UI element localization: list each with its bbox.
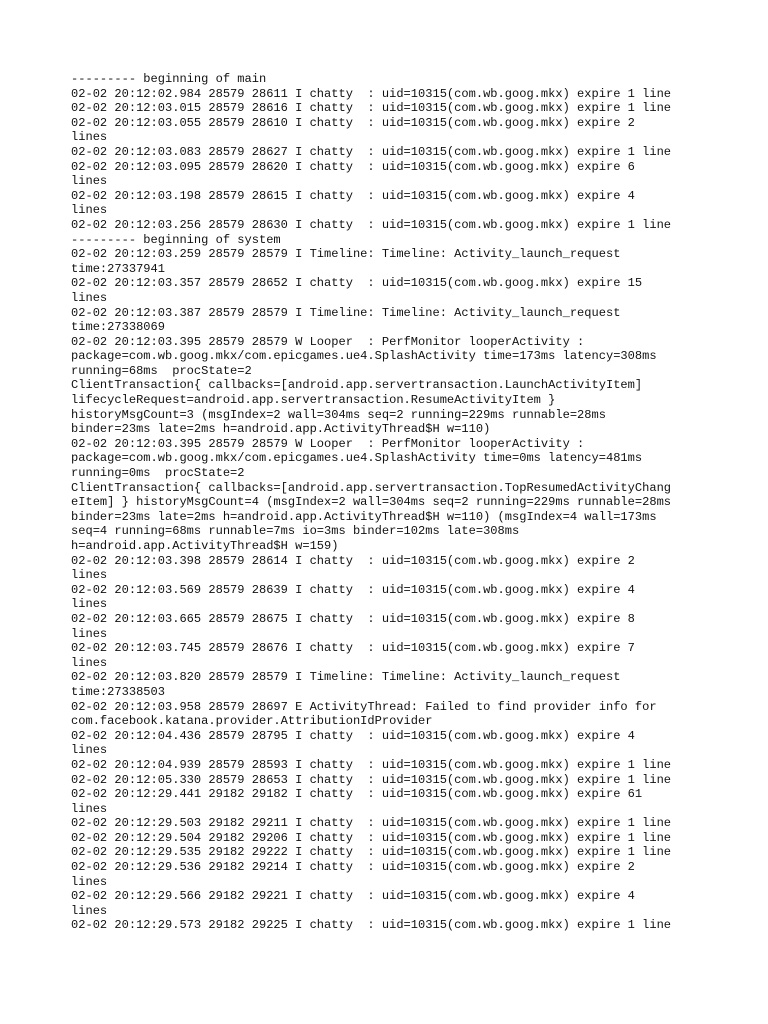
log-line: 02-02 20:12:03.820 28579 28579 I Timeline: Timeline: Activity_launch_request (71, 670, 621, 685)
log-line: running=68ms procState=2 (71, 363, 252, 378)
log-line: 02-02 20:12:03.395 28579 28579 W Looper : PerfMonitor looperActivity : (71, 436, 585, 451)
log-line: 02-02 20:12:03.015 28579 28616 I chatty : uid=10315(com.wb.goog.mkx) expire 1 line (71, 101, 672, 116)
log-line: 02-02 20:12:29.504 29182 29206 I chatty : uid=10315(com.wb.goog.mkx) expire 1 line (71, 830, 672, 845)
log-line: 02-02 20:12:29.503 29182 29211 I chatty : uid=10315(com.wb.goog.mkx) expire 1 line (71, 816, 672, 831)
log-line: 02-02 20:12:05.330 28579 28653 I chatty : uid=10315(com.wb.goog.mkx) expire 1 line (71, 772, 672, 787)
log-line: 02-02 20:12:02.984 28579 28611 I chatty : uid=10315(com.wb.goog.mkx) expire 1 line (71, 86, 672, 101)
log-line: 02-02 20:12:03.387 28579 28579 I Timeline: Timeline: Activity_launch_request (71, 305, 621, 320)
log-line: time:27338069 (71, 320, 165, 335)
log-line: 02-02 20:12:03.398 28579 28614 I chatty : uid=10315(com.wb.goog.mkx) expire 2 (71, 553, 635, 568)
log-line: running=0ms procState=2 (71, 466, 245, 481)
log-line: 02-02 20:12:03.198 28579 28615 I chatty : uid=10315(com.wb.goog.mkx) expire 4 (71, 188, 635, 203)
log-line: historyMsgCount=3 (msgIndex=2 wall=304ms seq=2 running=229ms runnable=28ms (71, 407, 606, 422)
log-line: 02-02 20:12:03.256 28579 28630 I chatty : uid=10315(com.wb.goog.mkx) expire 1 line (71, 217, 672, 232)
log-line: lines (71, 597, 108, 612)
log-line: 02-02 20:12:03.259 28579 28579 I Timeline: Timeline: Activity_launch_request (71, 247, 621, 262)
log-line: 02-02 20:12:03.665 28579 28675 I chatty : uid=10315(com.wb.goog.mkx) expire 8 (71, 611, 635, 626)
log-line: 02-02 20:12:03.083 28579 28627 I chatty : uid=10315(com.wb.goog.mkx) expire 1 line (71, 144, 672, 159)
log-line: package=com.wb.goog.mkx/com.epicgames.ue4.SplashActivity time=173ms latency=308ms (71, 349, 657, 364)
log-line: 02-02 20:12:29.566 29182 29221 I chatty : uid=10315(com.wb.goog.mkx) expire 4 (71, 889, 635, 904)
log-line: eItem] } historyMsgCount=4 (msgIndex=2 wall=304ms seq=2 running=229ms runnable=28ms (71, 495, 672, 510)
log-line: 02-02 20:12:29.535 29182 29222 I chatty : uid=10315(com.wb.goog.mkx) expire 1 line (71, 845, 672, 860)
log-line: lines (71, 174, 108, 189)
log-line: 02-02 20:12:03.095 28579 28620 I chatty : uid=10315(com.wb.goog.mkx) expire 6 (71, 159, 635, 174)
log-line: lines (71, 130, 108, 145)
log-line: seq=4 running=68ms runnable=7ms io=3ms binder=102ms late=308ms (71, 524, 520, 539)
log-line: lines (71, 203, 108, 218)
log-line: lines (71, 655, 108, 670)
log-line: package=com.wb.goog.mkx/com.epicgames.ue4.SplashActivity time=0ms latency=481ms (71, 451, 643, 466)
log-line: --------- beginning of system (71, 232, 281, 247)
log-line: lines (71, 290, 108, 305)
log-line: h=android.app.ActivityThread$H w=159) (71, 539, 339, 553)
log-line: 02-02 20:12:03.569 28579 28639 I chatty : uid=10315(com.wb.goog.mkx) expire 4 (71, 582, 635, 597)
log-line: lines (71, 903, 108, 918)
log-line: lines (71, 568, 108, 583)
log-line: 02-02 20:12:03.745 28579 28676 I chatty : uid=10315(com.wb.goog.mkx) expire 7 (71, 641, 635, 656)
log-line: 02-02 20:12:29.573 29182 29225 I chatty : uid=10315(com.wb.goog.mkx) expire 1 line (71, 918, 672, 933)
log-line: lines (71, 874, 108, 889)
log-line: time:27338503 (71, 684, 165, 699)
log-line: 02-02 20:12:04.939 28579 28593 I chatty : uid=10315(com.wb.goog.mkx) expire 1 line (71, 757, 672, 772)
log-line: 02-02 20:12:03.395 28579 28579 W Looper : PerfMonitor looperActivity : (71, 334, 585, 349)
log-line: time:27337941 (71, 261, 165, 276)
log-line: com.facebook.katana.provider.AttributionIdProvider (71, 714, 433, 729)
log-line: --------- beginning of main (71, 72, 267, 86)
log-line: binder=23ms late=2ms h=android.app.ActivityThread$H w=110) (msgIndex=4 wall=173ms (71, 509, 657, 524)
log-line: ClientTransaction{ callbacks=[android.app.servertransaction.TopResumedActivityChang (71, 480, 672, 495)
log-text-block (71, 72, 711, 933)
log-line: 02-02 20:12:04.436 28579 28795 I chatty : uid=10315(com.wb.goog.mkx) expire 4 (71, 728, 635, 743)
log-line: lines (71, 626, 108, 641)
log-line: lines (71, 801, 108, 816)
log-line: lines (71, 743, 108, 758)
log-line: 02-02 20:12:29.536 29182 29214 I chatty : uid=10315(com.wb.goog.mkx) expire 2 (71, 860, 635, 875)
log-line: binder=23ms late=2ms h=android.app.ActivityThread$H w=110) (71, 422, 491, 437)
log-line: 02-02 20:12:03.055 28579 28610 I chatty : uid=10315(com.wb.goog.mkx) expire 2 (71, 115, 635, 130)
log-line: 02-02 20:12:03.357 28579 28652 I chatty : uid=10315(com.wb.goog.mkx) expire 15 (71, 276, 643, 291)
log-line: 02-02 20:12:29.441 29182 29182 I chatty : uid=10315(com.wb.goog.mkx) expire 61 (71, 787, 643, 802)
log-line: 02-02 20:12:03.958 28579 28697 E ActivityThread: Failed to find provider info for (71, 699, 657, 714)
log-line: lifecycleRequest=android.app.servertransaction.ResumeActivityItem } (71, 393, 556, 408)
log-line: ClientTransaction{ callbacks=[android.app.servertransaction.LaunchActivityItem] (71, 378, 643, 393)
